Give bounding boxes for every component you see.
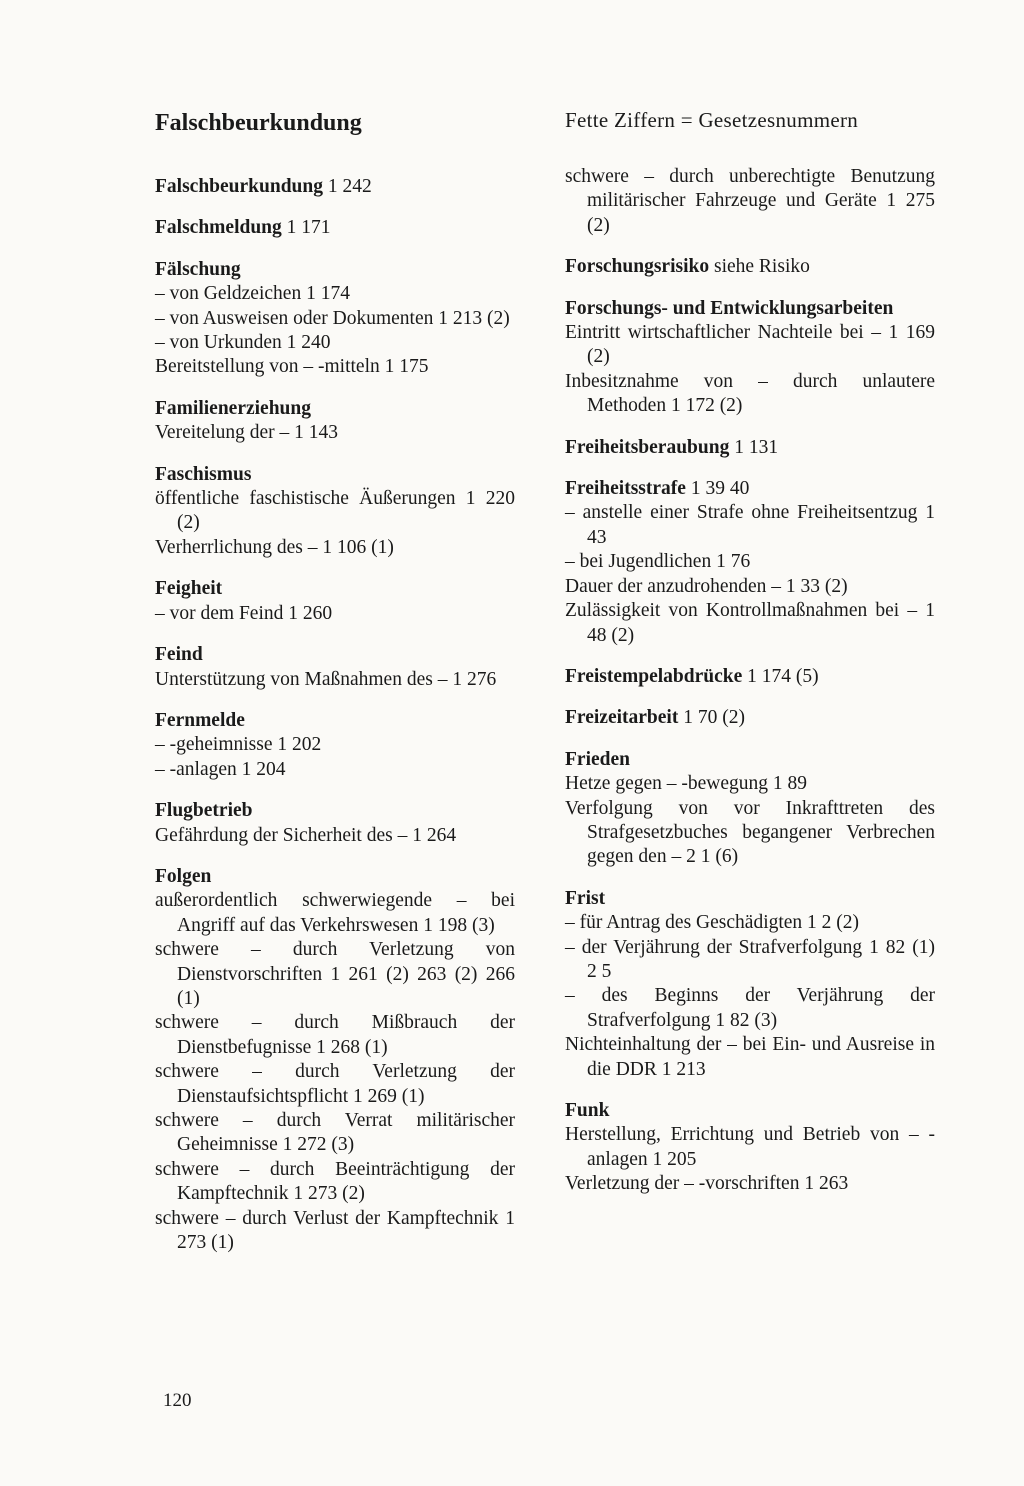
entry-subline: – für Antrag des Geschädigten 1 2 (2) (565, 912, 860, 934)
index-entry (565, 887, 935, 1082)
entry-term: Feind (155, 644, 203, 666)
entry-heading (565, 436, 935, 460)
index-entry (565, 436, 935, 460)
entry-heading (155, 709, 515, 733)
index-entry (155, 577, 515, 626)
right-column (565, 100, 935, 1214)
entry-heading (565, 887, 935, 911)
entry-subline: Eintritt wirtschaftlicher Nachteile bei – 1 169 (2) (565, 322, 935, 368)
entry-term: Funk (565, 1100, 610, 1121)
entry-reference: siehe Risiko (713, 256, 810, 278)
entry-subline: – der Verjährung der Strafverfolgung 1 82 (1) 2 5 (565, 936, 935, 982)
entry-term: Frist (565, 887, 606, 909)
entry-term: Freistempelabdrücke (565, 665, 743, 687)
entry-heading (155, 175, 515, 199)
entry-subline: – von Ausweisen oder Dokumenten 1 213 (2) (155, 307, 510, 329)
entry-heading (565, 665, 935, 689)
entry-term: Freizeitarbeit (565, 707, 679, 729)
index-entry (155, 397, 515, 446)
entry-subline: schwere – durch Verrat militärischer Geheimnisse 1 272 (3) (155, 1110, 515, 1156)
entry-term: Folgen (155, 865, 212, 887)
entry-subline: – anstelle einer Strafe ohne Freiheitsentzug 1 43 (565, 502, 935, 548)
index-entry (565, 748, 935, 870)
index-entry (155, 643, 515, 692)
entry-term: Falschmeldung (155, 217, 282, 239)
entry-reference: 1 70 (2) (683, 707, 745, 729)
index-entry (565, 477, 935, 648)
entry-subline: – des Beginns der Verjährung der Strafverfolgung 1 82 (3) (565, 985, 935, 1031)
entry-subline: Herstellung, Errichtung und Betrieb von – -anlagen 1 205 (565, 1124, 935, 1170)
entry-term: Feigheit (155, 578, 223, 600)
entry-subline: Dauer der anzudrohenden – 1 33 (2) (565, 575, 848, 597)
entry-subline: Verletzung der – -vorschriften 1 263 (565, 1173, 849, 1195)
entry-heading (565, 1099, 935, 1123)
entry-heading (155, 799, 515, 823)
entry-heading (565, 706, 935, 730)
entry-subline: Gefährdung der Sicherheit des – 1 264 (155, 824, 457, 846)
entry-heading (155, 216, 515, 240)
entry-subline: Inbesitznahme von – durch unlautere Methoden 1 172 (2) (565, 370, 935, 417)
entry-term: Freiheitsstrafe (565, 478, 686, 500)
entry-term: Forschungs- und Entwicklungsarbeiten (565, 297, 894, 319)
entry-subline: schwere – durch Verlust der Kampftechnik 1 273 (1) (155, 1207, 515, 1254)
entry-subline: – von Urkunden 1 240 (155, 332, 331, 354)
entry-term: Falschbeurkundung (155, 176, 323, 197)
entry-subline: Vereitelung der – 1 143 (155, 422, 339, 444)
entry-heading (565, 297, 935, 321)
entry-subline: – -geheimnisse 1 202 (155, 734, 322, 756)
entry-heading (565, 748, 935, 772)
entry-reference: 1 131 (734, 436, 779, 458)
entry-heading (155, 865, 515, 889)
entry-term: Faschismus (155, 463, 252, 485)
index-entry (565, 297, 935, 419)
entry-reference: 1 242 (327, 176, 372, 197)
index-entry (565, 706, 935, 730)
index-entry (155, 175, 515, 199)
left-entries (155, 175, 515, 1255)
entry-heading (565, 477, 935, 501)
entry-subline: Verfolgung von vor Inkrafttreten des Strafgesetzbuches begangener Verbrechen gegen den – 2 1 (6) (565, 797, 935, 868)
entry-term: Fernmelde (155, 709, 245, 731)
entry-subline: Unterstützung von Maßnahmen des – 1 276 (155, 668, 497, 690)
index-entry (155, 709, 515, 782)
index-entry (565, 1099, 935, 1197)
entry-subline: schwere – durch Verletzung von Dienstvorschriften 1 261 (2) 263 (2) 266 (1) (155, 939, 515, 1009)
entry-subline: Bereitstellung von – -mitteln 1 175 (155, 356, 429, 378)
entry-heading (155, 397, 515, 421)
entry-heading (565, 255, 935, 279)
entry-heading (155, 577, 515, 601)
entry-term: Fälschung (155, 258, 241, 280)
index-entry (155, 463, 515, 561)
entry-heading (155, 258, 515, 282)
entry-subline: schwere – durch Verletzung der Dienstaufsichtspflicht 1 269 (1) (155, 1061, 515, 1107)
entry-reference: 1 39 40 (690, 478, 750, 500)
index-entry (155, 216, 515, 240)
entry-term: Freiheitsberaubung (565, 436, 730, 458)
entry-subline: – -anlagen 1 204 (155, 758, 286, 780)
page-title: Falschbeurkundung (155, 110, 362, 136)
index-entry (155, 258, 515, 380)
entry-subline: schwere – durch Beeinträchtigung der Kampftechnik 1 273 (2) (155, 1158, 515, 1205)
index-entry (155, 865, 515, 1256)
entry-subline: Nichteinhaltung der – bei Ein- und Ausreise in die DDR 1 213 (565, 1034, 935, 1080)
index-entry (565, 255, 935, 279)
right-entries (565, 165, 935, 1197)
page-legend: Fette Ziffern = Gesetzesnummern (565, 108, 859, 132)
index-entry (565, 165, 935, 238)
entry-subline: – vor dem Feind 1 260 (155, 602, 333, 624)
entry-term: Forschungsrisiko (565, 256, 710, 278)
entry-subline: Zulässigkeit von Kontrollmaßnahmen bei – 1 48 (2) (565, 600, 935, 646)
entry-subline: Hetze gegen – -bewegung 1 89 (565, 773, 808, 795)
left-column (155, 100, 515, 1272)
entry-heading (155, 463, 515, 487)
entry-subline: außerordentlich schwerwiegende – bei Angriff auf das Verkehrswesen 1 198 (3) (155, 890, 515, 936)
entry-subline: schwere – durch unberechtigte Benutzung militärischer Fahrzeuge und Geräte 1 275 (2) (565, 166, 935, 236)
index-entry (155, 799, 515, 848)
entry-heading (155, 643, 515, 667)
index-entry (565, 665, 935, 689)
entry-reference: 1 171 (286, 217, 331, 239)
entry-subline: – von Geldzeichen 1 174 (155, 283, 350, 305)
entry-term: Frieden (565, 748, 630, 770)
entry-subline: schwere – durch Mißbrauch der Dienstbefugnisse 1 268 (1) (155, 1012, 515, 1058)
page-number: 120 (163, 1390, 192, 1411)
entry-term: Flugbetrieb (155, 800, 253, 822)
entry-subline: – bei Jugendlichen 1 76 (565, 551, 751, 573)
entry-reference: 1 174 (5) (747, 665, 819, 687)
entry-subline: öffentliche faschistische Äußerungen 1 220 (2) (155, 488, 515, 534)
entry-term: Familienerziehung (155, 397, 311, 419)
entry-subline: Verherrlichung des – 1 106 (1) (155, 536, 394, 558)
